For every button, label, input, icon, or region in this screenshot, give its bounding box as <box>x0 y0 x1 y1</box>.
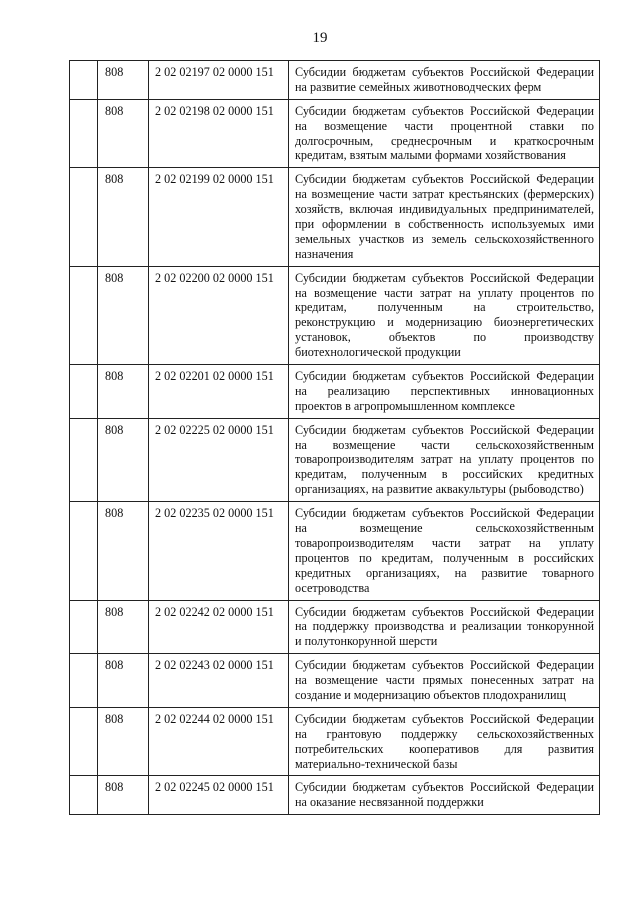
description-line: при оформлении в собственность используемых ими <box>295 217 594 232</box>
row-blank-cell <box>70 168 98 266</box>
description-cell <box>289 600 600 654</box>
admin-code-cell: 808 <box>98 365 149 419</box>
description-line: Субсидии бюджетам субъектов Российской Федерации <box>295 65 594 79</box>
row-blank-cell <box>70 502 98 600</box>
description-line: кредитных организациях, на развитие товарного <box>295 565 594 580</box>
description-line: потребительских кооперативов для развития <box>295 741 594 756</box>
table-row <box>70 418 600 501</box>
table-row <box>70 654 600 708</box>
description-line: Субсидии бюджетам субъектов Российской Федерации <box>295 172 594 187</box>
description-cell <box>289 654 600 708</box>
admin-code-cell: 808 <box>98 168 149 266</box>
budget-code-cell: 2 02 02225 02 0000 151 <box>149 418 289 501</box>
row-blank-cell <box>70 654 98 708</box>
description-line: на возмещение части прямых понесенных затрат на <box>295 673 594 688</box>
admin-code-cell: 808 <box>98 266 149 364</box>
description-line: кредитам, полученным в российских кредитных <box>295 467 594 482</box>
table-row <box>70 707 600 776</box>
description-cell <box>289 99 600 168</box>
description-line: процентов по кредитам, полученным в российских <box>295 550 594 565</box>
admin-code-cell: 808 <box>98 776 149 815</box>
budget-code-cell: 2 02 02197 02 0000 151 <box>149 61 289 100</box>
description-line: земельных участков из земель сельскохозяйственного <box>295 231 594 246</box>
description-line: Субсидии бюджетам субъектов Российской Федерации <box>295 658 594 673</box>
description-line: товаропроизводителям части затрат на уплату <box>295 535 594 550</box>
table-row <box>70 168 600 266</box>
budget-code-cell: 2 02 02199 02 0000 151 <box>149 168 289 266</box>
admin-code-cell: 808 <box>98 502 149 600</box>
description-line: на поддержку производства и реализации тонкорунной <box>295 619 594 634</box>
description-line: материально-технической базы <box>295 756 458 771</box>
description-cell <box>289 365 600 419</box>
description-line: реконструкцию и модернизацию биоэнергетических <box>295 315 594 330</box>
description-cell <box>289 418 600 501</box>
budget-code-cell: 2 02 02243 02 0000 151 <box>149 654 289 708</box>
description-line: Субсидии бюджетам субъектов Российской Федерации <box>295 270 594 285</box>
description-line: проектов в агропромышленном комплексе <box>295 398 515 413</box>
description-cell <box>289 168 600 266</box>
description-line: Субсидии бюджетам субъектов Российской Федерации <box>295 422 594 437</box>
description-line: на возмещение части затрат на уплату процентов по <box>295 285 594 300</box>
budget-code-cell: 2 02 02200 02 0000 151 <box>149 266 289 364</box>
description-line: на возмещение части сельскохозяйственным <box>295 437 594 452</box>
table-row <box>70 99 600 168</box>
budget-code-cell: 2 02 02235 02 0000 151 <box>149 502 289 600</box>
admin-code-cell: 808 <box>98 707 149 776</box>
budget-code-cell: 2 02 02198 02 0000 151 <box>149 99 289 168</box>
row-blank-cell <box>70 776 98 815</box>
admin-code-cell: 808 <box>98 654 149 708</box>
description-line: Субсидии бюджетам субъектов Российской Федерации <box>295 711 594 726</box>
description-cell <box>289 707 600 776</box>
table-row <box>70 776 600 815</box>
table-row <box>70 266 600 364</box>
budget-codes-table <box>69 60 600 815</box>
row-blank-cell <box>70 418 98 501</box>
description-line: долгосрочным, среднесрочным и краткосрочным <box>295 133 594 148</box>
table-body <box>70 61 600 815</box>
budget-code-cell: 2 02 02201 02 0000 151 <box>149 365 289 419</box>
description-line: Субсидии бюджетам субъектов Российской Федерации <box>295 103 594 118</box>
description-line: на развитие семейных животноводческих ферм <box>295 79 542 94</box>
table-row <box>70 502 600 600</box>
description-line: хозяйств, включая индивидуальных предпринимателей, <box>295 202 594 217</box>
description-cell <box>289 776 600 815</box>
description-line: установок, объектов по производству <box>295 330 594 345</box>
description-line: Субсидии бюджетам субъектов Российской Федерации <box>295 506 594 521</box>
description-line: на оказание несвязанной поддержки <box>295 795 484 810</box>
row-blank-cell <box>70 266 98 364</box>
description-cell <box>289 266 600 364</box>
description-line: Субсидии бюджетам субъектов Российской Федерации <box>295 780 594 795</box>
description-line: осетроводства <box>295 580 370 595</box>
table-row <box>70 600 600 654</box>
description-line: на грантовую поддержку сельскохозяйственных <box>295 726 594 741</box>
description-line: товаропроизводителям затрат на уплату процентов по <box>295 452 594 467</box>
description-line: Субсидии бюджетам субъектов Российской Федерации <box>295 369 594 384</box>
description-cell <box>289 61 600 100</box>
description-cell <box>289 502 600 600</box>
row-blank-cell <box>70 99 98 168</box>
description-line: Субсидии бюджетам субъектов Российской Федерации <box>295 604 594 619</box>
admin-code-cell: 808 <box>98 99 149 168</box>
description-line: на возмещение части затрат крестьянских (фермерских) <box>295 187 594 202</box>
description-line: на возмещение части процентной ставки по <box>295 118 594 133</box>
budget-code-cell: 2 02 02245 02 0000 151 <box>149 776 289 815</box>
table-row <box>70 365 600 419</box>
admin-code-cell: 808 <box>98 418 149 501</box>
description-line: кредитам, полученным на строительство, <box>295 300 594 315</box>
description-line: и полутонкорунной шерсти <box>295 634 438 649</box>
description-line: биотехнологической продукции <box>295 345 461 360</box>
row-blank-cell <box>70 600 98 654</box>
budget-code-cell: 2 02 02244 02 0000 151 <box>149 707 289 776</box>
admin-code-cell: 808 <box>98 600 149 654</box>
row-blank-cell <box>70 61 98 100</box>
row-blank-cell <box>70 707 98 776</box>
description-line: организациях, на развитие аквакультуры (рыбоводство) <box>295 482 584 497</box>
description-line: на реализацию перспективных инновационных <box>295 383 594 398</box>
description-line: на возмещение сельскохозяйственным <box>295 521 594 536</box>
description-line: кредитам, взятым малыми формами хозяйствования <box>295 148 566 163</box>
description-line: создание и модернизацию объектов плодохранилищ <box>295 687 566 702</box>
table-row <box>70 61 600 100</box>
row-blank-cell <box>70 365 98 419</box>
admin-code-cell: 808 <box>98 61 149 100</box>
description-line: назначения <box>295 246 354 261</box>
page-number: 19 <box>312 30 328 46</box>
budget-code-cell: 2 02 02242 02 0000 151 <box>149 600 289 654</box>
